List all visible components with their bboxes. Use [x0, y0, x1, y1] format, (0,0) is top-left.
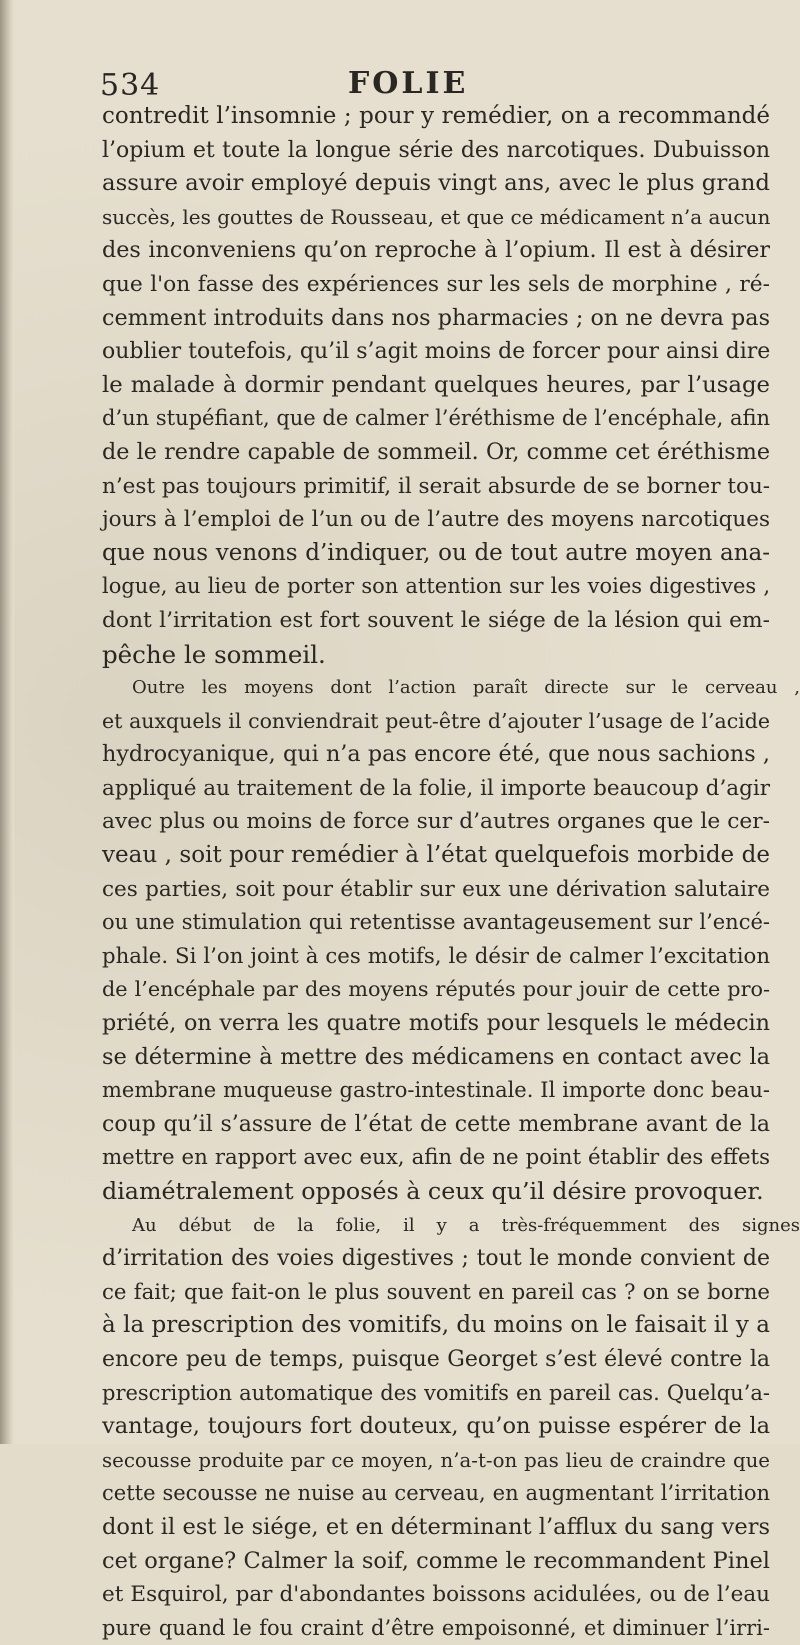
- text-line: cette secousse ne nuise au cerveau, en augmentant l’irritation: [102, 1481, 770, 1506]
- running-title: FOLIE: [348, 66, 469, 101]
- text-line: que nous venons d’indiquer, ou de tout autre moyen ana-: [102, 539, 770, 566]
- page-binding-edge: [0, 0, 14, 1444]
- text-line: appliqué au traitement de la folie, il importe beaucoup d’agir: [102, 775, 771, 801]
- text-line: oublier toutefois, qu’il s’agit moins de forcer pour ainsi dire: [102, 339, 771, 365]
- text-line: diamétralement opposés à ceux qu’il désire provoquer.: [102, 1177, 764, 1205]
- text-line: membrane muqueuse gastro-intestinale. Il importe donc beau-: [102, 1078, 770, 1103]
- text-line: hydrocyanique, qui n’a pas encore été, que nous sachions ,: [102, 741, 770, 768]
- page-number: 534: [100, 68, 161, 103]
- text-line: dont l’irritation est fort souvent le siége de la lésion qui em-: [102, 607, 770, 633]
- text-line: d’un stupéfiant, que de calmer l’éréthisme de l’encéphale, afin: [102, 406, 770, 431]
- text-line: et Esquirol, par d'abondantes boissons acidulées, ou de l’eau: [102, 1582, 770, 1608]
- body-text: [102, 100, 800, 1645]
- text-line: prescription automatique des vomitifs en pareil cas. Quelqu’a-: [102, 1380, 770, 1405]
- text-line: que l'on fasse des expériences sur les sels de morphine , ré-: [102, 271, 770, 297]
- text-line: coup qu’il s’assure de l’état de cette membrane avant de la: [102, 1111, 770, 1137]
- text-line: avec plus ou moins de force sur d’autres organes que le cer-: [102, 809, 770, 835]
- text-line: veau , soit pour remédier à l’état quelquefois morbide de: [102, 842, 770, 869]
- text-line: l’opium et toute la longue série des narcotiques. Dubuisson: [102, 137, 770, 163]
- text-line: contredit l’insomnie ; pour y remédier, on a recommandé: [102, 103, 770, 129]
- paragraph-first-line: Au début de la folie, il y a très-fréquemment des signes: [132, 1214, 800, 1236]
- text-line: de le rendre capable de sommeil. Or, comme cet éréthisme: [102, 438, 770, 465]
- text-line: succès, les gouttes de Rousseau, et que ce médicament n’a aucun: [102, 204, 771, 229]
- text-line: dont il est le siége, et en déterminant l’afflux du sang vers: [102, 1513, 770, 1540]
- text-line: le malade à dormir pendant quelques heures, par l’usage: [102, 371, 770, 398]
- text-line: mettre en rapport avec eux, afin de ne point établir des effets: [102, 1145, 770, 1171]
- text-line: assure avoir employé depuis vingt ans, avec le plus grand: [102, 170, 770, 197]
- text-line: logue, au lieu de porter son attention sur les voies digestives ,: [102, 574, 770, 599]
- paragraph-first-line: Outre les moyens dont l’action paraît directe sur le cerveau ,: [132, 677, 800, 699]
- text-line: priété, on verra les quatre motifs pour lesquels le médecin: [102, 1010, 770, 1037]
- text-line: n’est pas toujours primitif, il serait absurde de se borner tou-: [102, 473, 771, 499]
- text-line: d’irritation des voies digestives ; tout le monde convient de: [102, 1246, 770, 1272]
- text-line: secousse produite par ce moyen, n’a-t-on pas lieu de craindre que: [102, 1448, 770, 1472]
- text-line: de l’encéphale par des moyens réputés pour jouir de cette pro-: [102, 977, 770, 1002]
- text-line: pure quand le fou craint d’être empoisonné, et diminuer l’irri-: [102, 1615, 770, 1640]
- text-line: encore peu de temps, puisque Georget s’est élevé contre la: [102, 1346, 770, 1372]
- text-line: phale. Si l’on joint à ces motifs, le désir de calmer l’excitation: [102, 943, 770, 969]
- text-line: à la prescription des vomitifs, du moins on le faisait il y a: [102, 1312, 770, 1339]
- text-line: ou une stimulation qui retentisse avantageusement sur l’encé-: [102, 910, 770, 935]
- text-line: cemment introduits dans nos pharmacies ; on ne devra pas: [102, 304, 770, 331]
- text-line: jours à l’emploi de l’un ou de l’autre des moyens narcotiques: [102, 507, 770, 533]
- text-line: cet organe? Calmer la soif, comme le recommandent Pinel: [102, 1547, 770, 1574]
- text-line: pêche le sommeil.: [102, 639, 326, 669]
- text-line: vantage, toujours fort douteux, qu’on puisse espérer de la: [102, 1413, 770, 1440]
- text-line: se détermine à mettre des médicamens en contact avec la: [102, 1043, 770, 1070]
- text-line: ce fait; que fait-on le plus souvent en pareil cas ? on se borne: [102, 1279, 770, 1305]
- text-line: ces parties, soit pour établir sur eux une dérivation salutaire: [102, 876, 770, 902]
- text-line: des inconveniens qu’on reproche à l’opium. Il est à désirer: [102, 237, 770, 264]
- text-line: et auxquels il conviendrait peut-être d’ajouter l’usage de l’acide: [102, 708, 770, 733]
